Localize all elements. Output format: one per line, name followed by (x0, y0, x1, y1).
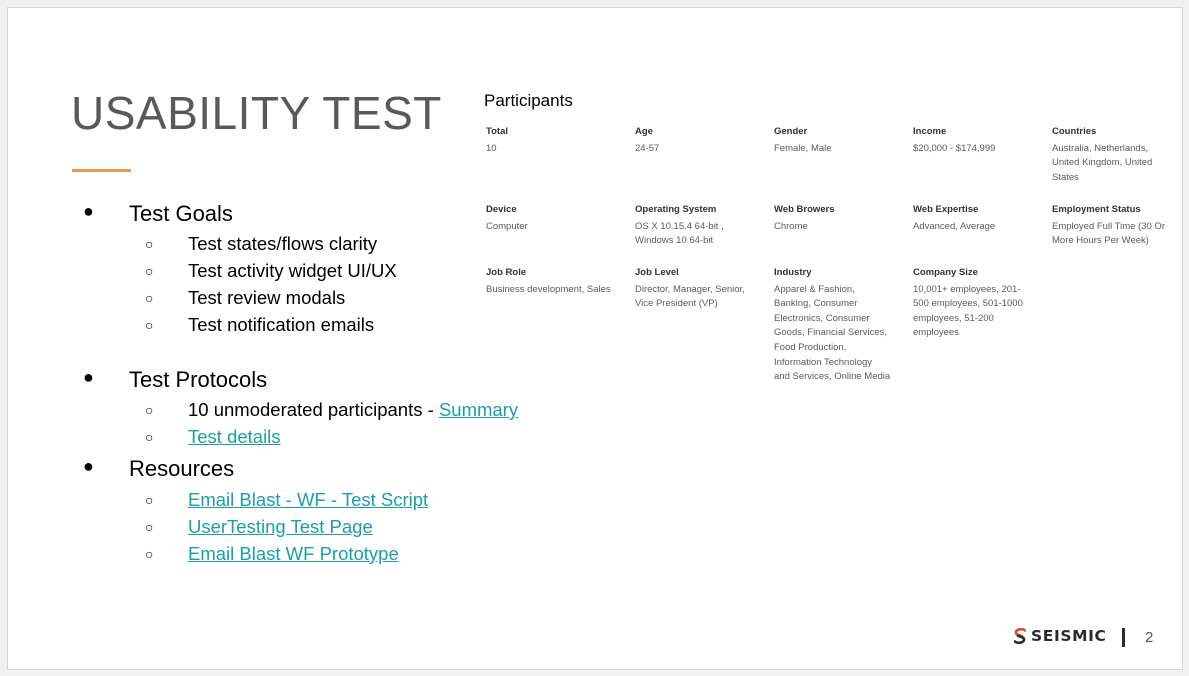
participant-attribute (486, 125, 508, 156)
attribute-value: Goods, Financial Services, (774, 327, 887, 339)
bullet-label: Test Goals (129, 201, 233, 226)
participant-attribute (913, 203, 995, 234)
attribute-value: and Services, Online Media (774, 371, 891, 383)
attribute-heading: Countries (1052, 126, 1097, 137)
bullet-circle-icon: ○ (145, 402, 154, 418)
attribute-heading: Company Size (913, 267, 978, 278)
sub-bullet-text: Test activity widget UI/UX (188, 260, 397, 281)
slide-title: USABILITY TEST (71, 87, 442, 139)
bullet-resources (83, 456, 235, 482)
attribute-heading: Device (486, 204, 517, 215)
sub-bullet-item (145, 399, 519, 421)
attribute-value: United Kingdom, United (1052, 157, 1153, 169)
summary-link[interactable]: Summary (438, 399, 519, 420)
attribute-value: Computer (486, 220, 528, 232)
bullet-circle-icon: ○ (145, 492, 154, 508)
bullet-test-protocols (83, 367, 268, 393)
participant-attribute (635, 203, 724, 249)
sub-bullet-item (145, 314, 375, 336)
attribute-heading: Gender (774, 126, 808, 137)
attribute-value: Advanced, Average (913, 220, 996, 232)
bullet-circle-icon: ○ (145, 236, 154, 252)
attribute-value: Chrome (774, 220, 808, 232)
attribute-value: Electronics, Consumer (774, 312, 870, 324)
attribute-value: Windows 10 64-bit (635, 235, 714, 247)
attribute-heading: Age (635, 126, 653, 137)
bullet-dot-icon: ● (83, 201, 94, 221)
attribute-value: Female, Male (774, 142, 832, 154)
participant-attribute (1052, 203, 1165, 249)
attribute-value: Employed Full Time (30 Or (1052, 220, 1165, 232)
attribute-heading: Industry (774, 267, 812, 278)
prototype-link[interactable]: Email Blast WF Prototype (188, 543, 399, 564)
participant-attribute (774, 125, 832, 156)
footer-divider (1122, 628, 1125, 647)
participant-attribute (486, 266, 611, 297)
attribute-value: Apparel & Fashion, (774, 283, 855, 295)
bullet-dot-icon: ● (83, 456, 94, 476)
participant-attribute (486, 203, 528, 234)
participant-attribute (1052, 125, 1152, 185)
participant-attribute (635, 266, 745, 312)
attribute-value: Food Production, (774, 341, 847, 353)
attribute-value: 10 (486, 142, 497, 154)
page-number: 2 (1145, 629, 1154, 646)
sub-bullet-text: Test states/flows clarity (188, 233, 378, 254)
sub-bullet-item (145, 489, 429, 511)
seismic-logo-icon (1014, 628, 1026, 644)
bullet-circle-icon: ○ (145, 519, 154, 535)
attribute-heading: Income (913, 126, 947, 137)
participant-attribute (913, 266, 1023, 341)
test-details-link[interactable]: Test details (188, 426, 281, 447)
attribute-value: employees, 51-200 (913, 312, 994, 324)
participant-attribute (774, 203, 835, 234)
brand-name: SEISMIC (1031, 627, 1107, 645)
attribute-heading: Job Level (635, 267, 679, 278)
attribute-value: employees (913, 327, 959, 339)
attribute-value: States (1052, 171, 1079, 183)
bullet-label: Resources (129, 456, 235, 481)
attribute-heading: Web Browers (774, 204, 835, 215)
bullet-circle-icon: ○ (145, 263, 154, 279)
seismic-logo (1014, 627, 1106, 645)
attribute-value: Business development, Sales (486, 283, 611, 295)
sub-bullet-item (145, 287, 346, 309)
attribute-value: Vice President (VP) (635, 298, 718, 310)
attribute-value: 10,001+ employees, 201- (913, 283, 1021, 295)
bullet-circle-icon: ○ (145, 290, 154, 306)
slide (7, 7, 1183, 670)
sub-bullet-item (145, 426, 281, 448)
attribute-value: $20,000 - $174,999 (913, 142, 996, 154)
sub-bullet-item (145, 260, 397, 282)
attribute-value: 24-57 (635, 142, 660, 154)
bullet-label: Test Protocols (129, 367, 268, 392)
participant-attribute (913, 125, 995, 156)
participant-attribute (635, 125, 659, 156)
bullet-circle-icon: ○ (145, 317, 154, 333)
sub-bullet-item (145, 543, 399, 565)
attribute-value: Director, Manager, Senior, (635, 283, 745, 295)
attribute-value: More Hours Per Week) (1052, 235, 1149, 247)
attribute-heading: Employment Status (1052, 204, 1141, 215)
attribute-heading: Operating System (635, 204, 717, 215)
attribute-value: Australia, Netherlands, (1052, 142, 1149, 154)
attribute-heading: Web Expertise (913, 204, 979, 215)
sub-bullet-text: Test notification emails (188, 314, 375, 335)
attribute-heading: Total (486, 126, 508, 137)
sub-bullet-item (145, 516, 373, 538)
sub-bullet-item (145, 233, 378, 255)
test-script-link[interactable]: Email Blast - WF - Test Script (188, 489, 429, 510)
sub-bullet-text: 10 unmoderated participants - (188, 399, 439, 420)
participant-attribute (774, 266, 890, 385)
bullet-dot-icon: ● (83, 367, 94, 387)
attribute-value: Information Technology (774, 356, 873, 368)
sub-bullet-text: Test review modals (188, 287, 346, 308)
bullet-circle-icon: ○ (145, 546, 154, 562)
attribute-value: 500 employees, 501-1000 (913, 298, 1023, 310)
bullet-circle-icon: ○ (145, 429, 154, 445)
bullet-test-goals (83, 201, 233, 227)
usertesting-page-link[interactable]: UserTesting Test Page (188, 516, 373, 537)
attribute-value: OS X 10.15.4 64-bit , (635, 220, 724, 232)
attribute-value: Banking, Consumer (774, 298, 858, 310)
participants-title: Participants (484, 91, 573, 110)
attribute-heading: Job Role (486, 267, 527, 278)
